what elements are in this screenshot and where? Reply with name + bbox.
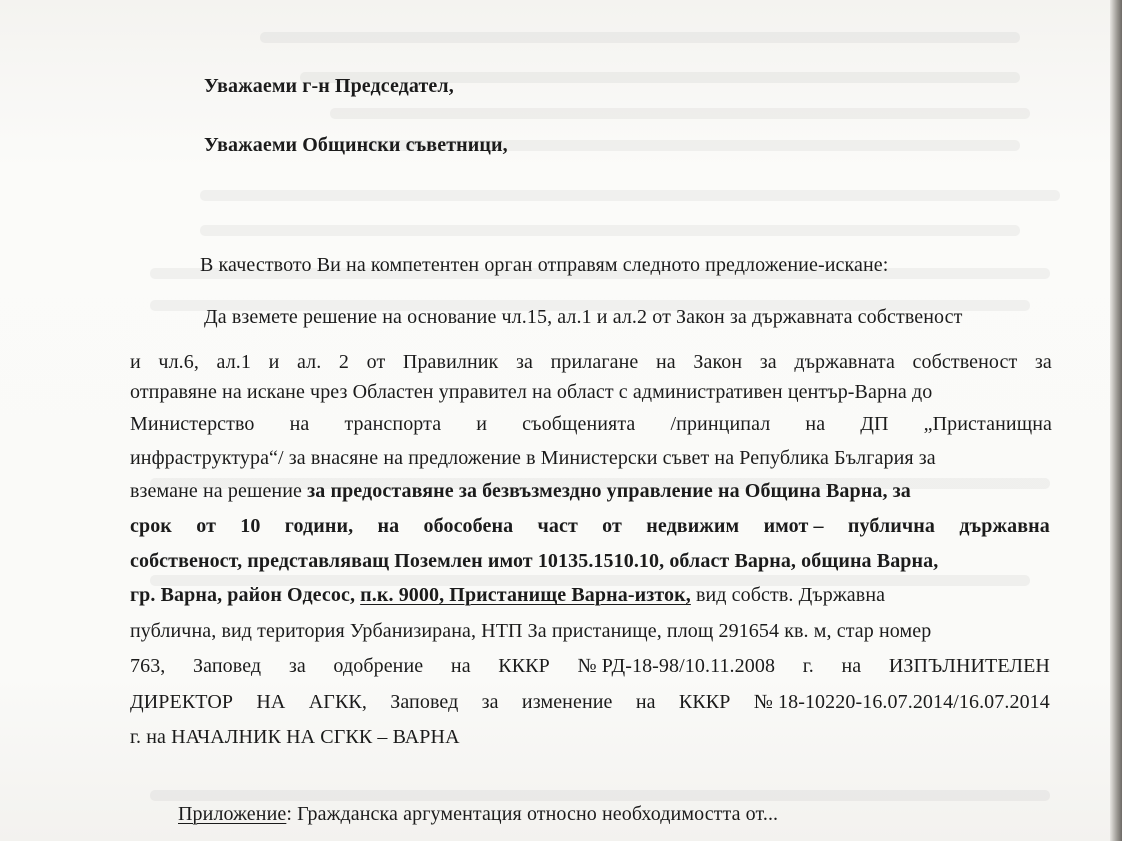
body-line-2: и чл.6, ал.1 и ал. 2 от Правилник за прилагане на Закон за държавната собственост за xyxy=(130,351,1052,373)
body-line-5: инфраструктура“/ за внасяне на предложение в Министерски съвет на Република България за xyxy=(130,447,936,469)
body-line-8: собственост, представляващ Поземлен имот 10135.1510.10, област Варна, община Варна, xyxy=(130,550,939,572)
salutation-chairman: Уважаеми г-н Председател, xyxy=(204,75,454,97)
body-line-7: срок от 10 години, на обособена част от недвижим имот – публична държавна xyxy=(130,515,1050,537)
paper-edge-shadow xyxy=(1110,0,1122,841)
body-line-10: публична, вид територия Урбанизирана, НТП За пристанище, площ 291654 кв. м, стар номер xyxy=(130,620,932,642)
body-line-3: отправяне на искане чрез Областен управител на област с административен център-Варна до xyxy=(130,381,933,403)
body-line-6: вземане на решение за предоставяне за безвъзмездно управление на Община Варна, за xyxy=(130,480,911,502)
intro-paragraph: В качеството Ви на компетентен орган отправям следното предложение-искане: xyxy=(200,254,889,276)
port-address-underlined: п.к. 9000, Пристанище Варна-изток, xyxy=(360,584,691,606)
body-line-9: гр. Варна, район Одесос, п.к. 9000, Пристанище Варна-изток, вид собств. Държавна xyxy=(130,584,886,606)
body-line-12: ДИРЕКТОР НА АГКК, Заповед за изменение на КККР № 18-10220-16.07.2014/16.07.2014 xyxy=(130,691,1050,713)
attachment-label: Приложение xyxy=(178,803,287,825)
attachment-line: Приложение: Гражданска аргументация относно необходимостта от... xyxy=(178,803,779,825)
body-line-11: 763, Заповед за одобрение на КККР № РД-18-98/10.11.2008 г. на ИЗПЪЛНИТЕЛЕН xyxy=(130,655,1050,677)
body-line-13: г. на НАЧАЛНИК НА СГКК – ВАРНА xyxy=(130,726,460,748)
salutation-councillors: Уважаеми Общински съветници, xyxy=(204,134,508,156)
body-line-4: Министерство на транспорта и съобщенията /принципал на ДП „Пристанищна xyxy=(130,413,1052,435)
body-line-1: Да вземете решение на основание чл.15, ал.1 и ал.2 от Закон за държавната собственост xyxy=(204,306,963,328)
